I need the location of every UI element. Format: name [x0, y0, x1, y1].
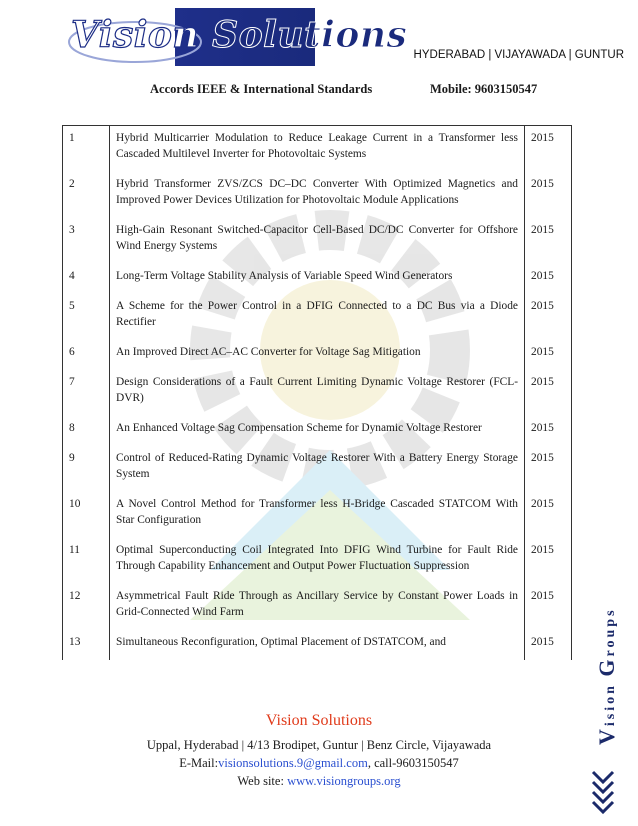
project-title: Hybrid Transformer ZVS/ZCS DC–DC Converter With Optimized Magnetics and Improved Power Devices Utilization for Photovoltaic Module Applications — [110, 172, 525, 218]
project-year: 2015 — [525, 538, 572, 584]
project-year: 2015 — [525, 370, 572, 416]
table-row — [63, 294, 572, 340]
project-title: A Scheme for the Power Control in a DFIG Connected to a DC Bus via a Diode Rectifier — [110, 294, 525, 340]
project-number: 9 — [63, 446, 110, 492]
project-year: 2015 — [525, 294, 572, 340]
project-title: An Improved Direct AC–AC Converter for Voltage Sag Mitigation — [110, 340, 525, 370]
project-title: A Novel Control Method for Transformer less H-Bridge Cascaded STATCOM With Star Configuration — [110, 492, 525, 538]
website-link[interactable]: www.visiongroups.org — [287, 774, 401, 788]
logo-text-solutions: Solutions — [212, 14, 408, 56]
footer-address: Uppal, Hyderabad | 4/13 Brodipet, Guntur | Benz Circle, Vijayawada — [146, 738, 492, 752]
project-title: Asymmetrical Fault Ride Through as Ancillary Service by Constant Power Loads in Grid-Connected Wind Farm — [110, 584, 525, 630]
project-title: Hybrid Multicarrier Modulation to Reduce Leakage Current in a Transformer less Cascaded Multilevel Inverter for Photovoltaic Systems — [110, 126, 525, 173]
project-number: 1 — [63, 126, 110, 173]
project-number: 11 — [63, 538, 110, 584]
project-year: 2015 — [525, 416, 572, 446]
table-row — [63, 264, 572, 294]
project-title: An Enhanced Voltage Sag Compensation Scheme for Dynamic Voltage Restorer — [110, 416, 525, 446]
footer-website — [0, 774, 638, 789]
project-title: Control of Reduced-Rating Dynamic Voltage Restorer With a Battery Energy Storage System — [110, 446, 525, 492]
project-year: 2015 — [525, 630, 572, 660]
table-row — [63, 492, 572, 538]
project-number: 2 — [63, 172, 110, 218]
project-title: Simultaneous Reconfiguration, Optimal Placement of DSTATCOM, and — [110, 630, 525, 660]
project-title: Optimal Superconducting Coil Integrated Into DFIG Wind Turbine for Fault Ride Through Capability Enhancement and Output Power Fluctuation Suppression — [110, 538, 525, 584]
project-year: 2015 — [525, 492, 572, 538]
project-year: 2015 — [525, 446, 572, 492]
call-number: , call-9603150547 — [367, 756, 459, 770]
project-year: 2015 — [525, 340, 572, 370]
footer-company-name: Vision Solutions — [265, 712, 373, 729]
table-row — [63, 416, 572, 446]
project-year: 2015 — [525, 584, 572, 630]
project-title: Design Considerations of a Fault Current Limiting Dynamic Voltage Restorer (FCL-DVR) — [110, 370, 525, 416]
project-number: 3 — [63, 218, 110, 264]
table-row — [63, 126, 572, 173]
project-number: 12 — [63, 584, 110, 630]
project-year: 2015 — [525, 172, 572, 218]
table-row — [63, 630, 572, 660]
standards-tagline: Accords IEEE & International Standards — [150, 82, 373, 96]
mobile-number: Mobile: 9603150547 — [430, 82, 538, 96]
project-year: 2015 — [525, 126, 572, 173]
footer-contact — [0, 756, 638, 771]
project-number: 13 — [63, 630, 110, 660]
project-number: 8 — [63, 416, 110, 446]
project-year: 2015 — [525, 264, 572, 294]
table-row — [63, 538, 572, 584]
project-number: 5 — [63, 294, 110, 340]
project-number: 6 — [63, 340, 110, 370]
table-row — [63, 584, 572, 630]
project-number: 4 — [63, 264, 110, 294]
project-title: High-Gain Resonant Switched-Capacitor Cell-Based DC/DC Converter for Offshore Wind Energy Systems — [110, 218, 525, 264]
table-row — [63, 172, 572, 218]
logo-text-vision: Vision — [71, 14, 200, 56]
website-label: Web site: — [237, 774, 288, 788]
vision-solutions-logo — [65, 8, 408, 66]
vision-groups-side-label: Vision Groups — [594, 607, 619, 745]
table-row — [63, 340, 572, 370]
cities-header: HYDERABAD | VIJAYAWADA | GUNTUR — [413, 49, 624, 61]
project-title: Long-Term Voltage Stability Analysis of Variable Speed Wind Generators — [110, 264, 525, 294]
table-row — [63, 370, 572, 416]
project-number: 10 — [63, 492, 110, 538]
email-link[interactable]: visionsolutions.9@gmail.com — [218, 756, 368, 770]
project-number: 7 — [63, 370, 110, 416]
email-label: E-Mail: — [179, 756, 219, 770]
table-row — [63, 218, 572, 264]
table-row — [63, 446, 572, 492]
project-year: 2015 — [525, 218, 572, 264]
projects-table — [62, 125, 572, 660]
